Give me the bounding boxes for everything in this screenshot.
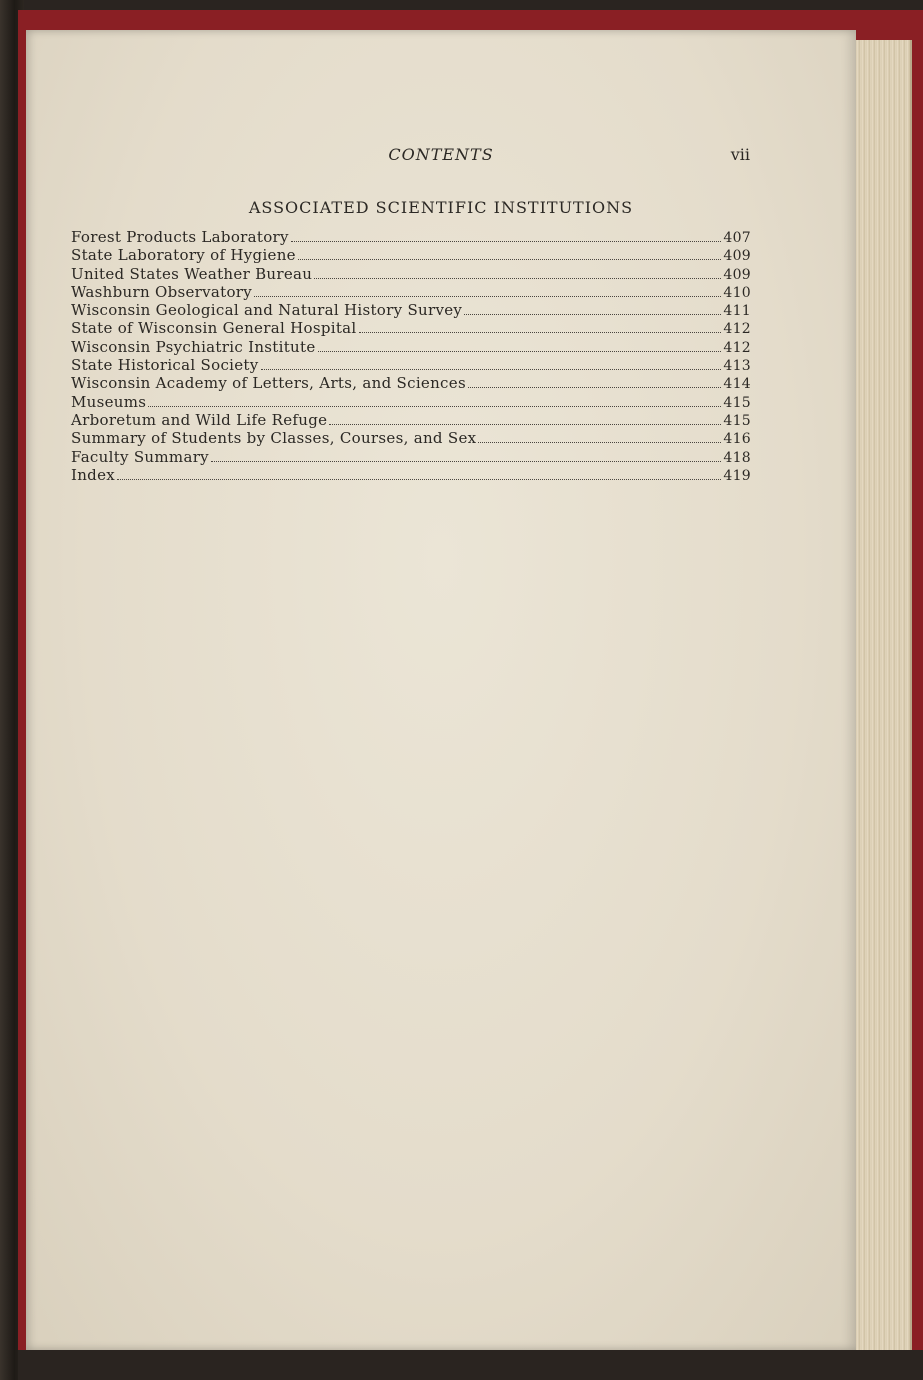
dot-leader	[468, 387, 721, 388]
toc-entry-page: 413	[723, 358, 751, 375]
toc-entry-title: Washburn Observatory	[71, 282, 253, 301]
toc-entry-title: State Historical Society	[71, 356, 259, 375]
toc-entry-title: State Laboratory of Hygiene	[71, 246, 296, 265]
toc-entry	[71, 429, 751, 447]
dot-leader	[318, 351, 722, 352]
toc-entry-title: Faculty Summary	[71, 447, 209, 466]
toc-entry-title: Museums	[71, 392, 147, 411]
bottom-shadow	[18, 1350, 923, 1380]
dot-leader	[314, 278, 721, 279]
toc-entry-page: 411	[723, 303, 751, 320]
running-head	[26, 145, 856, 169]
toc-entry	[71, 246, 751, 264]
toc-entry-title: Arboretum and Wild Life Refuge	[71, 410, 328, 429]
toc-entry-title: Summary of Students by Classes, Courses, and Sex	[71, 429, 477, 448]
toc-entry	[71, 301, 751, 319]
toc-entry	[71, 356, 751, 374]
toc-entry	[71, 411, 751, 429]
dot-leader	[254, 296, 721, 297]
toc-entry-title: Wisconsin Geological and Natural History Survey	[71, 301, 463, 320]
toc-entry-page: 409	[723, 266, 751, 283]
section-heading: ASSOCIATED SCIENTIFIC INSTITUTIONS	[248, 198, 634, 217]
toc-entry-page: 407	[723, 230, 751, 246]
running-title: CONTENTS	[388, 145, 494, 164]
toc-entry-page: 418	[723, 449, 751, 466]
toc-entry-title: Wisconsin Psychiatric Institute	[71, 337, 316, 356]
toc-entry	[71, 283, 751, 301]
toc-entry-page: 415	[723, 394, 751, 411]
toc-entry-title: Index	[71, 465, 116, 484]
toc-entry	[71, 228, 751, 246]
page-number: vii	[730, 145, 750, 164]
toc-entry-title: Forest Products Laboratory	[71, 228, 289, 246]
toc-entry-page: 414	[723, 376, 751, 393]
toc-entry-page: 410	[723, 284, 751, 301]
toc-entry-page: 415	[723, 412, 751, 429]
dot-leader	[211, 461, 721, 462]
toc-entry-page: 409	[723, 248, 751, 265]
toc-entry	[71, 338, 751, 356]
toc-entry-title: State of Wisconsin General Hospital	[71, 319, 357, 338]
table-of-contents	[71, 228, 751, 484]
toc-entry	[71, 319, 751, 337]
toc-entry	[71, 265, 751, 283]
dot-leader	[298, 259, 722, 260]
dot-leader	[478, 442, 721, 443]
dot-leader	[261, 369, 722, 370]
toc-entry	[71, 374, 751, 392]
toc-entry-page: 412	[723, 339, 751, 356]
dot-leader	[148, 406, 721, 407]
toc-entry-page: 419	[723, 467, 751, 484]
toc-entry-title: Wisconsin Academy of Letters, Arts, and Sciences	[71, 374, 466, 393]
toc-entry-page: 412	[723, 321, 751, 338]
dot-leader	[359, 332, 722, 333]
toc-entry-title: United States Weather Bureau	[71, 264, 313, 283]
toc-entry	[71, 393, 751, 411]
dot-leader	[464, 314, 721, 315]
toc-entry	[71, 466, 751, 484]
dot-leader	[117, 479, 721, 480]
dot-leader	[329, 424, 721, 425]
dot-leader	[291, 241, 722, 242]
toc-entry	[71, 448, 751, 466]
toc-entry-page: 416	[723, 431, 751, 448]
